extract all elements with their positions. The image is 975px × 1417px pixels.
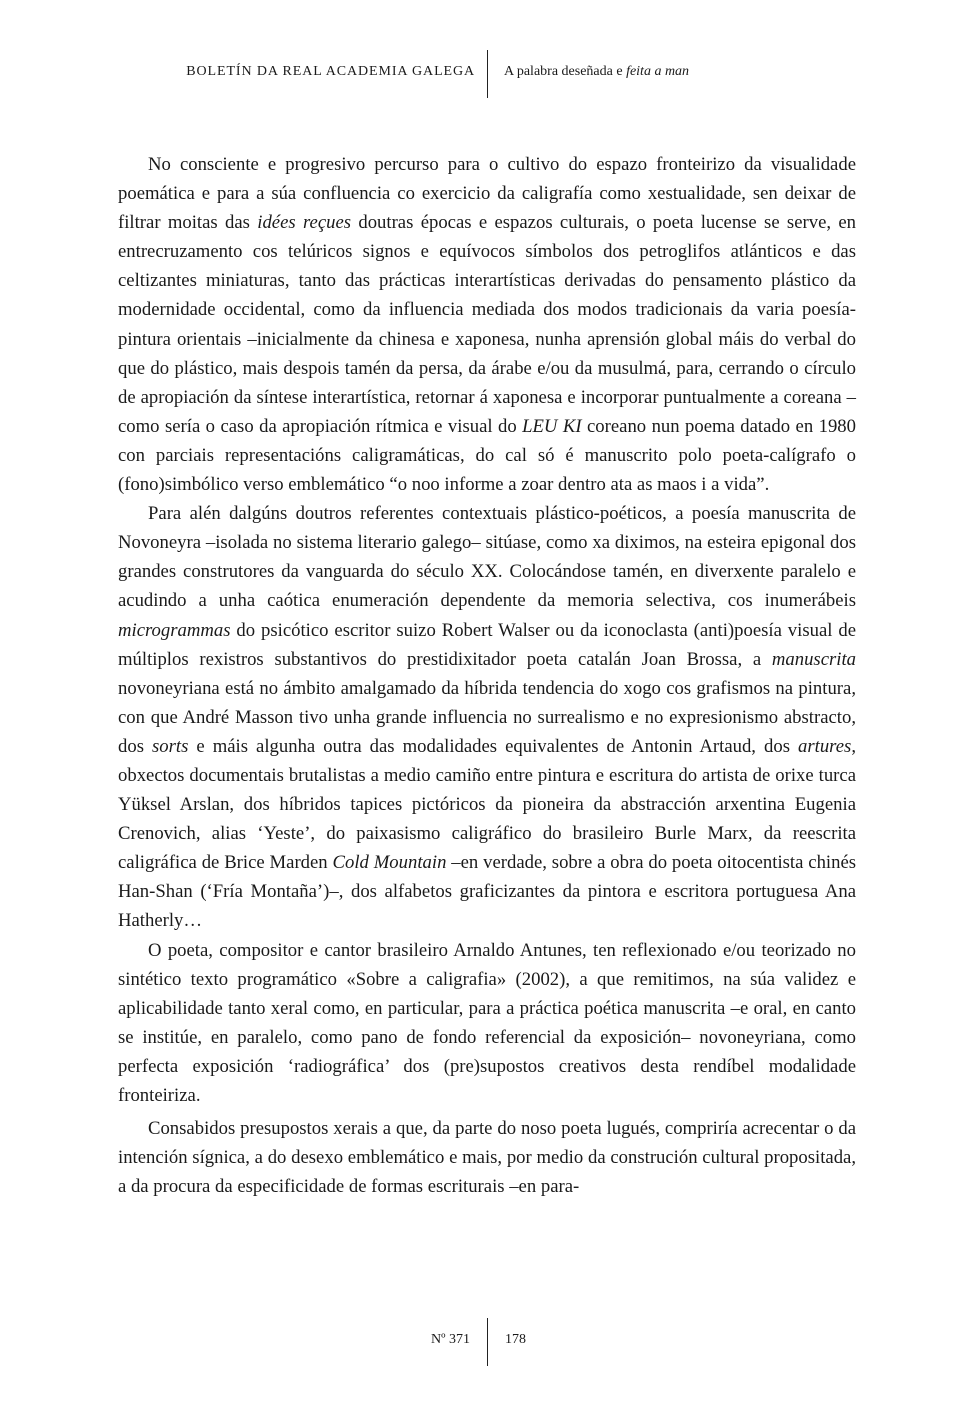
italic-term: Cold Mountain: [332, 852, 447, 874]
section-title-italic: feita a man: [626, 64, 690, 79]
paragraph-text: Consabidos presupostos xerais a que, da parte do noso poeta lugués, compriría acrecentar o da intención sígnica, a do desexo emblemático e mais, por medio da construción cultural propositada, a da procura da especificidade de formas escriturais –en para-: [118, 1118, 856, 1198]
paragraph-text: e máis algunha outra das modalidades equivalentes de Antonin Artaud, dos: [188, 735, 799, 757]
paragraph-text: doutras épocas e espazos culturais, o poeta lucense se serve, en entrecruzamento cos telúricos signos e equívocos símbolos dos petroglifos atlánticos e das celtizantes miniaturas, tanto das prácticas interartísticas derivadas do pensamento plástico da modernidade occidental, como da influencia mediada dos modos tradicionais da varia poesía-pintura orientais –inicialmente da chinesa e xaponesa, nunha aprensión global máis do verbal do que do plástico, mais despois tamén da persa, da árabe e/ou da musulmá, para, cerrando o círculo de apropiación da síntese interartística, retornar á xaponesa e incorporar puntualmente a coreana –como sería o caso da apropiación rítmica e visual do: [118, 212, 856, 437]
footer-divider: [487, 1318, 488, 1366]
paragraph-text: , obxectos documentais brutalistas a medio camiño entre pintura e escritura do artista de orixe turca Yüksel Arslan, dos híbridos tapices pictóricos da pioneira da abstracción arxentina Eugenia Crenovich, alias ‘Yeste’, do paixasismo caligráfico do brasileiro Burle Marx, da reescrita caligráfica de Brice Marden: [118, 735, 856, 874]
paragraph-text: coreano nun poema datado en 1980 con parciais representacións caligramáticas, do cal só é manuscrito polo poeta-calígrafo o (fono)simbólico verso emblemático “o noo informe a zoar dentro ata as maos i a vida”.: [118, 415, 856, 496]
paragraph-text: –en verdade, sobre a obra do poeta oitocentista chinés Han-Shan (‘Fría Montaña’)–, dos alfabetos graficizantes da pintora e escritora portuguesa Ana Hatherly…: [118, 852, 857, 932]
paragraph-text: Para alén dalgúns doutros referentes contextuais plástico-poéticos, a poesía manuscrita de Novoneyra –isolada no sistema literario galego– sitúase, como xa diximos, na esteira epigonal dos grandes construtores da vanguarda do século XX. Colocándose tamén, en diverxente paralelo e acudindo a unha caótica enumeración dependente da memoria selectiva, cos inumerábeis: [118, 503, 856, 612]
italic-term: LEU KI: [522, 415, 582, 437]
paragraph-2: [118, 499, 856, 935]
paragraph-text: novoneyriana está no ámbito amalgamado da híbrida tendencia do xogo cos grafismos na pintura, con que André Masson tivo unha grande influencia no surrealismo e no expresionismo abstracto, dos: [118, 677, 856, 757]
paragraph-text: O poeta, compositor e cantor brasileiro Arnaldo Antunes, ten reflexionado e/ou teorizado no sintético texto programático «Sobre a caligrafia» (2002), a que remitimos, na súa validez e aplicabilidade tanto xeral como, en particular, para a práctica poética manuscrita –e oral, en canto se institúe, en paralelo, como pano de fondo referencial da exposición– novoneyriana, como perfecta exposición ‘radiográfica’ dos (pre)supostos creativos desta rendíbel modalidade fronteiriza.: [118, 939, 856, 1106]
italic-term: manuscrita: [771, 648, 856, 670]
paragraph-1: [118, 150, 856, 499]
paragraph-text: do psicótico escritor suizo Robert Walser ou da iconoclasta (anti)poesía visual de múltiplos rexistros substantivos do prestidixitador poeta catalán Joan Brossa, a: [118, 619, 856, 670]
section-title-prefix: A palabra deseñada e: [504, 64, 627, 79]
journal-title: BOLETÍN DA REAL ACADEMIA GALEGA: [186, 64, 475, 79]
italic-term: idées reçues: [257, 212, 352, 234]
italic-term: artures: [798, 735, 852, 757]
running-header: [0, 50, 975, 100]
article-body: [118, 150, 856, 1201]
italic-term: microgrammas: [118, 619, 231, 641]
section-title: [504, 64, 689, 80]
header-divider: [487, 50, 488, 98]
italic-term: sorts: [152, 735, 189, 757]
paragraph-4: [118, 1114, 856, 1201]
page-number: 178: [505, 1332, 526, 1347]
page-footer: [0, 1318, 975, 1368]
paragraph-3: [118, 936, 856, 1111]
issue-number: Nº 371: [431, 1332, 470, 1347]
paragraph-text: No consciente e progresivo percurso para o cultivo do espazo fronteirizo da visualidade poemática e para a súa confluencia co exercicio da caligrafía como xestualidade, sen deixar de filtrar moitas das: [118, 154, 856, 234]
